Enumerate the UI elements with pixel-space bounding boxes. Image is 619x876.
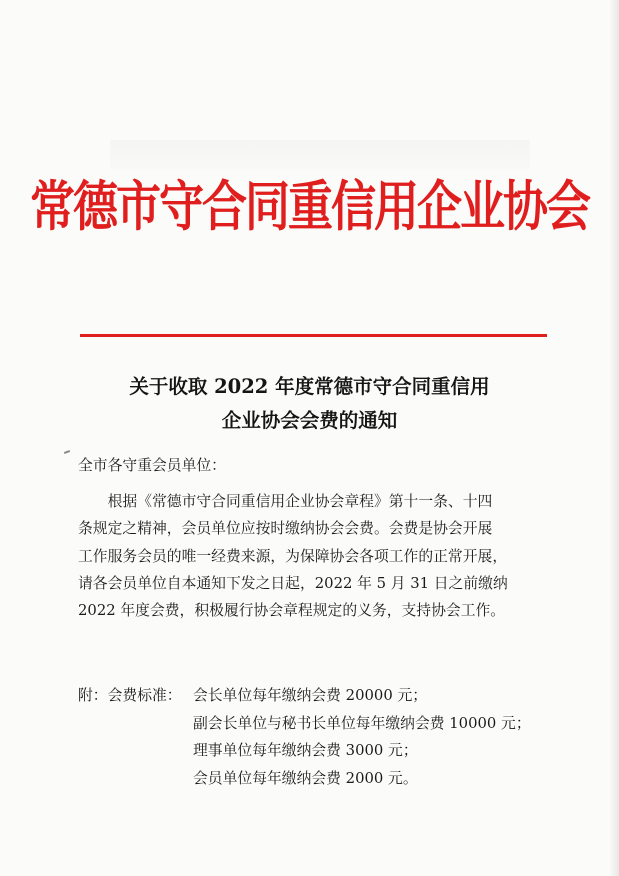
- notice-title-line-1: 关于收取 2022 年度常德市守合同重信用: [129, 375, 490, 398]
- bleed-through-shadow: [110, 140, 530, 170]
- fee-item: 理事单位每年缴纳会费 3000 元；: [193, 742, 418, 759]
- body-line: 条规定之精神，会员单位应按时缴纳协会会费。会费是协会开展: [78, 520, 493, 538]
- attachment-label: 附：会费标准：: [78, 687, 182, 704]
- letterhead-red-rule: [80, 334, 547, 337]
- scan-speck: [64, 450, 70, 454]
- letterhead-organization-name: 常德市守合同重信用企业协会: [29, 174, 589, 239]
- notice-title-line-2: 企业协会会费的通知: [221, 409, 398, 432]
- fee-item: 副会长单位与秘书长单位每年缴纳会费 10000 元；: [193, 714, 531, 732]
- scan-edge-shadow: [609, 0, 619, 876]
- notice-title: [0, 370, 619, 438]
- letter-body: [78, 488, 556, 624]
- attachment-row: [78, 682, 578, 710]
- fee-item: 会长单位每年缴纳会费 20000 元；: [193, 687, 428, 704]
- body-line: 请各会员单位自本通知下发之日起，2022 年 5 月 31 日之前缴纳: [78, 574, 508, 592]
- fee-item: 会员单位每年缴纳会费 2000 元。: [193, 769, 418, 787]
- body-line: 2022 年度会费，积极履行协会章程规定的义务，支持协会工作。: [78, 602, 506, 620]
- attachment-row: [78, 737, 578, 765]
- attachment-row: [78, 710, 578, 738]
- salutation: 全市各守重会员单位：: [78, 457, 226, 474]
- attachment-fee-standards: [78, 682, 578, 792]
- attachment-row: [78, 765, 578, 793]
- body-line: 工作服务会员的唯一经费来源，为保障协会各项工作的正常开展，: [78, 547, 508, 565]
- body-line: 根据《常德市守合同重信用企业协会章程》第十一条、十四: [78, 493, 493, 510]
